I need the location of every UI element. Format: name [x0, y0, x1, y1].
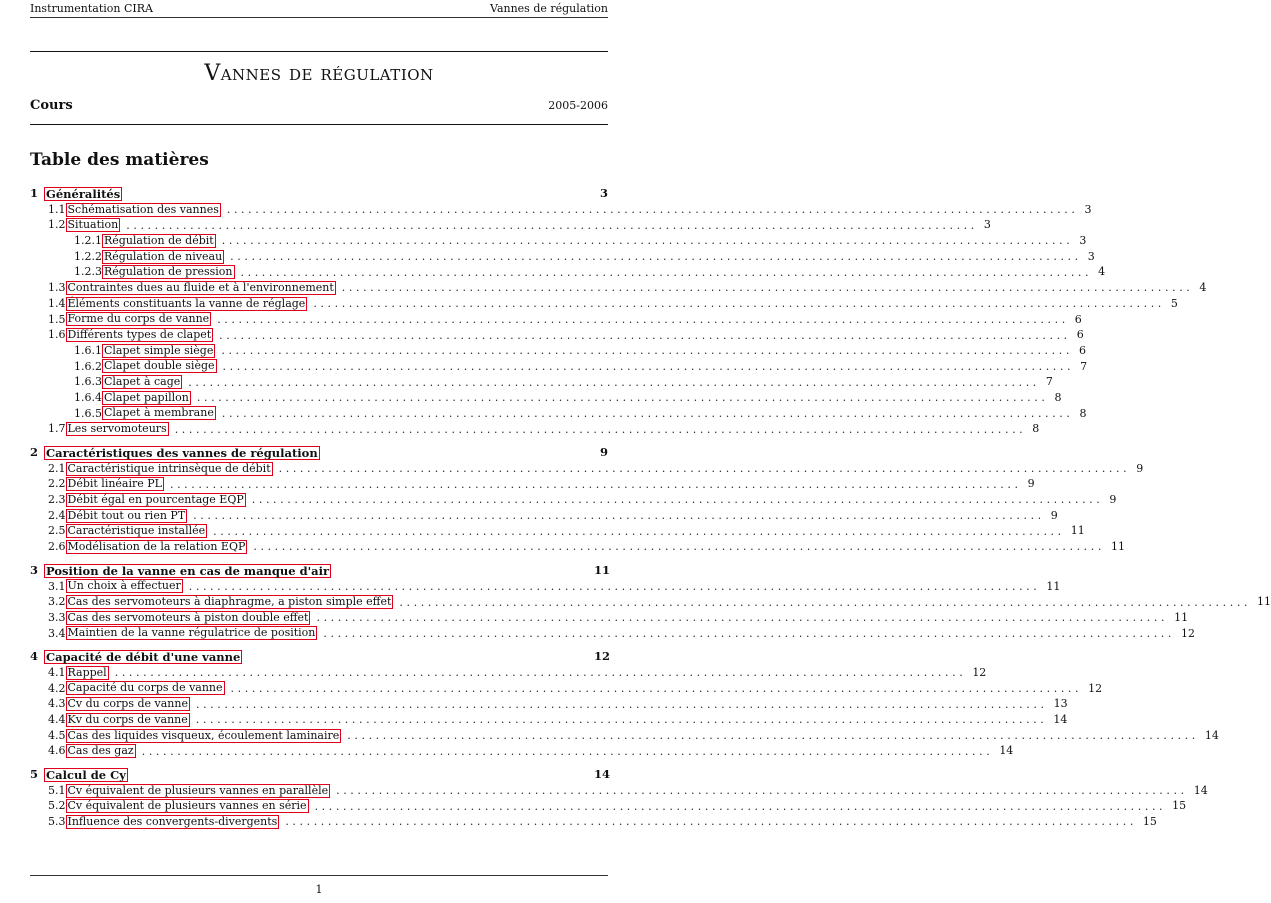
toc-entry-4-3[interactable] — [30, 696, 1068, 712]
toc-link[interactable]: Les servomoteurs — [67, 422, 167, 436]
toc-entry-3-4[interactable] — [30, 626, 1195, 642]
toc-leader-dots: ........................................................................................................................ — [323, 626, 1175, 640]
toc-entry-1-4[interactable] — [30, 296, 1178, 312]
toc-entry-number: 2.5 — [48, 524, 66, 538]
toc-entry-1-6-1[interactable] — [30, 343, 1086, 359]
toc-entry-2-3[interactable] — [30, 492, 1117, 508]
toc-page-number: 14 — [1053, 713, 1068, 726]
toc-link[interactable]: Capacité de débit d'une vanne — [46, 650, 241, 665]
toc-leader-dots: ........................................................................................................................ — [222, 359, 1075, 373]
toc-leader-dots: ........................................................................................................................ — [195, 713, 1048, 727]
toc-entry-number: 1.6.2 — [74, 359, 102, 373]
toc-link[interactable]: Schématisation des vannes — [67, 202, 219, 216]
toc-page-number: 11 — [1070, 524, 1085, 538]
toc-entry-number: 1.6.4 — [74, 390, 102, 404]
toc-leader-dots: ........................................................................................................................ — [314, 799, 1167, 813]
toc-leader-dots: ........................................................................................................................ — [219, 328, 1071, 342]
toc-entry-number: 1.5 — [48, 312, 66, 326]
toc-page-number: 4 — [1199, 281, 1207, 295]
header-rule — [30, 17, 608, 18]
toc-entry-number: 1.2.2 — [74, 249, 102, 263]
toc-entry-1[interactable] — [30, 186, 608, 202]
toc-page-number: 3 — [1079, 234, 1087, 248]
toc-link[interactable]: Éléments constituants la vanne de réglage — [67, 296, 306, 310]
toc-page-number: 5 — [1170, 296, 1178, 310]
toc-entry-number: 5 — [30, 767, 39, 782]
toc-page-number: 4 — [1098, 265, 1106, 279]
toc-entry-2[interactable] — [30, 445, 608, 461]
toc-leader-dots: ........................................................................................................................ — [251, 493, 1104, 507]
toc-leader-dots: ........................................................................................................................ — [313, 297, 1165, 311]
toc-entry-2-2[interactable] — [30, 476, 1035, 492]
toc-page-number: 11 — [1257, 595, 1271, 609]
toc-entry-number: 2.1 — [48, 461, 66, 475]
toc-entry-1-6-2[interactable] — [30, 359, 1088, 375]
toc-entry-number: 1.6.3 — [74, 375, 102, 389]
title-rule-top — [30, 51, 608, 52]
toc-entry-number: 1.2.3 — [74, 265, 102, 279]
toc-leader-dots: ........................................................................................................................ — [141, 744, 994, 758]
toc-link[interactable]: Régulation de débit — [104, 233, 214, 247]
toc-entry-number: 2 — [30, 445, 39, 459]
toc-leader-dots: ........................................................................................................................ — [213, 524, 1065, 538]
toc-leader-dots: ........................................................................................................................ — [341, 281, 1194, 295]
toc-entry-number: 5.3 — [48, 815, 66, 829]
toc-entry-number: 4.4 — [48, 713, 66, 726]
toc-leader-dots: ........................................................................................................................ — [126, 218, 978, 232]
toc-leader-dots: ........................................................................................................................ — [193, 509, 1045, 523]
toc-link[interactable]: Différents types de clapet — [67, 328, 212, 342]
toc-leader-dots: ........................................................................................................................ — [285, 815, 1137, 829]
toc-page-number: 9 — [1027, 477, 1035, 491]
toc-entry-4-5[interactable] — [30, 728, 1219, 744]
toc-entry-5-2[interactable] — [30, 798, 1187, 814]
toc-link[interactable]: Clapet simple siège — [104, 343, 214, 357]
toc-entry-number: 1.1 — [48, 202, 66, 216]
toc-link[interactable]: Cas des gaz — [67, 744, 134, 758]
toc-entry-number: 1.6.5 — [74, 406, 102, 420]
toc-entry-number: 4.5 — [48, 728, 66, 742]
toc-leader-dots: ........................................................................................................................ — [188, 579, 1041, 593]
toc-entry-number: 2.4 — [48, 508, 66, 522]
toc-leader-dots: ........................................................................................................................ — [278, 462, 1131, 476]
toc-link[interactable]: Régulation de pression — [104, 265, 233, 279]
toc-page-number: 11 — [1110, 540, 1125, 554]
toc-link[interactable]: Position de la vanne en cas de manque d'air — [46, 563, 330, 578]
toc-link[interactable]: Caractéristiques des vannes de régulation — [46, 445, 318, 460]
toc-entry-1-1[interactable] — [30, 202, 1092, 218]
toc-link[interactable]: Clapet à membrane — [104, 406, 214, 420]
toc-page-number: 9 — [1050, 508, 1058, 522]
toc-entry-2-1[interactable] — [30, 461, 1144, 477]
page-number: 1 — [315, 883, 323, 896]
toc-entry-number: 1.3 — [48, 281, 66, 295]
toc-entry-1-5[interactable] — [30, 312, 1082, 328]
toc-entry-1-2[interactable] — [30, 217, 991, 233]
toc-gap — [30, 641, 608, 649]
toc-entry-number: 1.7 — [48, 422, 66, 436]
toc-leader-dots: ........................................................................................................................ — [240, 265, 1093, 279]
toc-entry-number: 3 — [30, 562, 39, 577]
toc-page-number: 8 — [1079, 406, 1087, 420]
title-rule-bottom — [30, 124, 608, 125]
toc-entry-number: 1.6.1 — [74, 343, 102, 357]
toc-entry-number: 1.4 — [48, 296, 66, 310]
toc-entry-3-3[interactable] — [30, 610, 1189, 626]
running-header — [30, 2, 608, 16]
toc-entry-number: 4.6 — [48, 744, 66, 758]
toc-link[interactable]: Clapet à cage — [104, 375, 181, 389]
toc-link[interactable]: Cas des servomoteurs à piston double effet — [67, 610, 309, 624]
toc-link[interactable]: Clapet double siège — [104, 359, 215, 373]
toc-entry-1-2-2[interactable] — [30, 249, 1095, 265]
toc-link[interactable]: Débit tout ou rien PT — [67, 508, 186, 522]
toc-entry-number: 4 — [30, 649, 39, 664]
toc-leader-dots: ........................................................................................................................ — [347, 729, 1199, 743]
toc-entry-4-1[interactable] — [30, 665, 987, 681]
toc-link[interactable]: Cas des liquides visqueux, écoulement laminaire — [67, 728, 340, 742]
toc-entry-1-6-5[interactable] — [30, 406, 1087, 422]
toc-page-number: 11 — [1046, 579, 1061, 593]
toc-link[interactable]: Débit égal en pourcentage EQP — [67, 492, 244, 506]
toc-entry-number: 1.2.1 — [74, 234, 102, 248]
toc-page-number: 15 — [1172, 799, 1187, 813]
toc-leader-dots: ........................................................................................................................ — [230, 250, 1082, 264]
course-row — [30, 98, 608, 113]
toc-page-number: 7 — [1080, 359, 1088, 373]
toc-entry-number: 4.1 — [48, 665, 66, 679]
toc-entry-number: 1.6 — [48, 328, 66, 342]
toc-page-number: 6 — [1074, 312, 1082, 326]
toc-link[interactable]: Contraintes dues au fluide et à l'environnement — [67, 280, 334, 294]
toc-page-number: 12 — [1088, 681, 1103, 695]
toc-entry-5-1[interactable] — [30, 783, 1208, 799]
toc-entry-3-2[interactable] — [30, 594, 1271, 610]
toc-gap — [30, 759, 608, 767]
toc-page-number: 9 — [599, 445, 608, 459]
toc-link[interactable]: Forme du corps de vanne — [67, 312, 210, 326]
toc-entry-2-4[interactable] — [30, 508, 1058, 524]
toc-page-number: 6 — [1076, 328, 1084, 342]
toc-leader-dots: ........................................................................................................................ — [169, 477, 1022, 491]
toc-link[interactable]: Caractéristique installée — [67, 524, 206, 538]
toc-entry-4-4[interactable] — [30, 712, 1068, 728]
toc-entry-1-7[interactable] — [30, 421, 1040, 437]
toc-leader-dots: ........................................................................................................................ — [230, 681, 1083, 695]
toc-entry-number: 2.2 — [48, 477, 66, 491]
toc-link[interactable]: Généralités — [46, 186, 121, 201]
toc-entry-1-6-3[interactable] — [30, 374, 1053, 390]
toc-leader-dots: ........................................................................................................................ — [196, 391, 1049, 405]
toc-entry-number: 2.6 — [48, 540, 66, 554]
toc-link[interactable]: Cv du corps de vanne — [67, 697, 188, 711]
toc-entry-number: 4.2 — [48, 681, 66, 695]
toc-link[interactable]: Cv équivalent de plusieurs vannes en parallèle — [67, 783, 329, 797]
toc-entry-5-3[interactable] — [30, 814, 1157, 830]
toc-entry-2-6[interactable] — [30, 539, 1125, 555]
toc-leader-dots: ........................................................................................................................ — [221, 344, 1073, 358]
toc-entry-number: 3.4 — [48, 626, 66, 640]
toc-gap — [30, 437, 608, 445]
toc-heading: Table des matières — [30, 150, 209, 170]
toc-leader-dots: ........................................................................................................................ — [226, 203, 1079, 217]
toc-entry-1-2-1[interactable] — [30, 233, 1087, 249]
toc-leader-dots: ........................................................................................................................ — [188, 375, 1040, 389]
toc-page-number: 9 — [1109, 493, 1117, 507]
toc-entry-number: 3.3 — [48, 610, 66, 624]
toc-page-number: 12 — [594, 649, 611, 664]
toc-entry-4[interactable] — [30, 649, 611, 665]
toc-leader-dots: ........................................................................................................................ — [336, 784, 1188, 798]
toc-link[interactable]: Régulation de niveau — [104, 249, 223, 263]
toc-page-number: 9 — [1136, 461, 1144, 475]
toc-entry-number: 5.2 — [48, 799, 66, 813]
toc-entry-1-2-3[interactable] — [30, 264, 1106, 280]
toc-page-number: 7 — [1045, 375, 1053, 389]
toc-page-number: 3 — [983, 218, 991, 232]
toc-entry-4-2[interactable] — [30, 681, 1103, 697]
toc-page-number: 3 — [1087, 249, 1095, 263]
toc-page-number: 11 — [594, 562, 611, 577]
header-right: Vannes de régulation — [490, 2, 608, 15]
toc-page-number: 14 — [1193, 783, 1208, 797]
toc-entry-number: 3.1 — [48, 579, 66, 593]
toc-page-number: 11 — [1174, 610, 1189, 624]
academic-years: 2005-2006 — [548, 99, 608, 112]
toc-leader-dots: ........................................................................................................................ — [114, 666, 967, 680]
toc-page-number: 14 — [594, 767, 611, 782]
toc-entry-number: 3.2 — [48, 595, 66, 609]
toc-link[interactable]: Situation — [67, 218, 119, 232]
toc-entry-number: 4.3 — [48, 697, 66, 711]
toc-link[interactable]: Calcul de Cy — [46, 767, 126, 782]
toc-page-number: 15 — [1142, 815, 1157, 829]
toc-entry-1-3[interactable] — [30, 280, 1207, 296]
course-label: Cours — [30, 98, 73, 113]
toc-link[interactable]: Caractéristique intrinsèque de débit — [67, 461, 271, 475]
toc-link[interactable]: Cas des servomoteurs à diaphragme, a piston simple effet — [67, 595, 392, 609]
toc-link[interactable]: Débit linéaire PL — [67, 477, 162, 491]
footer-rule — [30, 875, 608, 876]
toc-leader-dots: ........................................................................................................................ — [221, 406, 1074, 420]
toc-leader-dots: ........................................................................................................................ — [253, 540, 1105, 554]
toc-link[interactable]: Capacité du corps de vanne — [67, 681, 223, 695]
toc-leader-dots: ........................................................................................................................ — [221, 234, 1074, 248]
toc-page-number: 12 — [1180, 626, 1195, 640]
toc-entry-number: 5.1 — [48, 783, 66, 797]
toc-page-number: 14 — [999, 744, 1014, 758]
toc-page-number: 6 — [1078, 343, 1086, 357]
toc-page-number: 13 — [1053, 697, 1068, 711]
toc-leader-dots: ........................................................................................................................ — [174, 422, 1027, 436]
toc-entry-1-6[interactable] — [30, 327, 1084, 343]
toc-link[interactable]: Clapet papillon — [104, 390, 189, 404]
toc-entry-3-1[interactable] — [30, 579, 1061, 595]
toc-entry-number: 1.2 — [48, 218, 66, 232]
toc-entry-5[interactable] — [30, 767, 611, 783]
toc-entry-2-5[interactable] — [30, 523, 1085, 539]
toc-link[interactable]: Rappel — [67, 665, 107, 679]
table-of-contents — [30, 186, 1271, 830]
toc-page-number: 12 — [972, 665, 987, 679]
toc-link[interactable]: Influence des convergents-divergents — [67, 814, 278, 828]
toc-gap — [30, 555, 608, 563]
toc-link[interactable]: Un choix à effectuer — [67, 579, 181, 593]
toc-leader-dots: ........................................................................................................................ — [195, 697, 1048, 711]
document-title: Vannes de régulation — [204, 61, 434, 86]
toc-page-number: 8 — [1054, 390, 1062, 404]
toc-link[interactable]: Kv du corps de vanne — [67, 712, 188, 726]
toc-link[interactable]: Cv équivalent de plusieurs vannes en série — [67, 799, 307, 813]
toc-page-number: 14 — [1204, 728, 1219, 742]
toc-leader-dots: ........................................................................................................................ — [217, 312, 1069, 326]
toc-page-number: 3 — [599, 186, 608, 200]
toc-page-number: 8 — [1032, 422, 1040, 436]
toc-link[interactable]: Maintien de la vanne régulatrice de position — [67, 626, 316, 640]
toc-link[interactable]: Modélisation de la relation EQP — [67, 539, 246, 553]
toc-entry-4-6[interactable] — [30, 743, 1014, 759]
toc-leader-dots: ........................................................................................................................ — [399, 595, 1252, 609]
toc-entry-number: 1 — [30, 186, 39, 200]
toc-page-number: 3 — [1084, 202, 1092, 216]
header-left: Instrumentation CIRA — [30, 2, 153, 15]
toc-entry-1-6-4[interactable] — [30, 390, 1062, 406]
toc-leader-dots: ........................................................................................................................ — [316, 611, 1169, 625]
toc-entry-number: 2.3 — [48, 493, 66, 507]
toc-entry-3[interactable] — [30, 562, 611, 579]
